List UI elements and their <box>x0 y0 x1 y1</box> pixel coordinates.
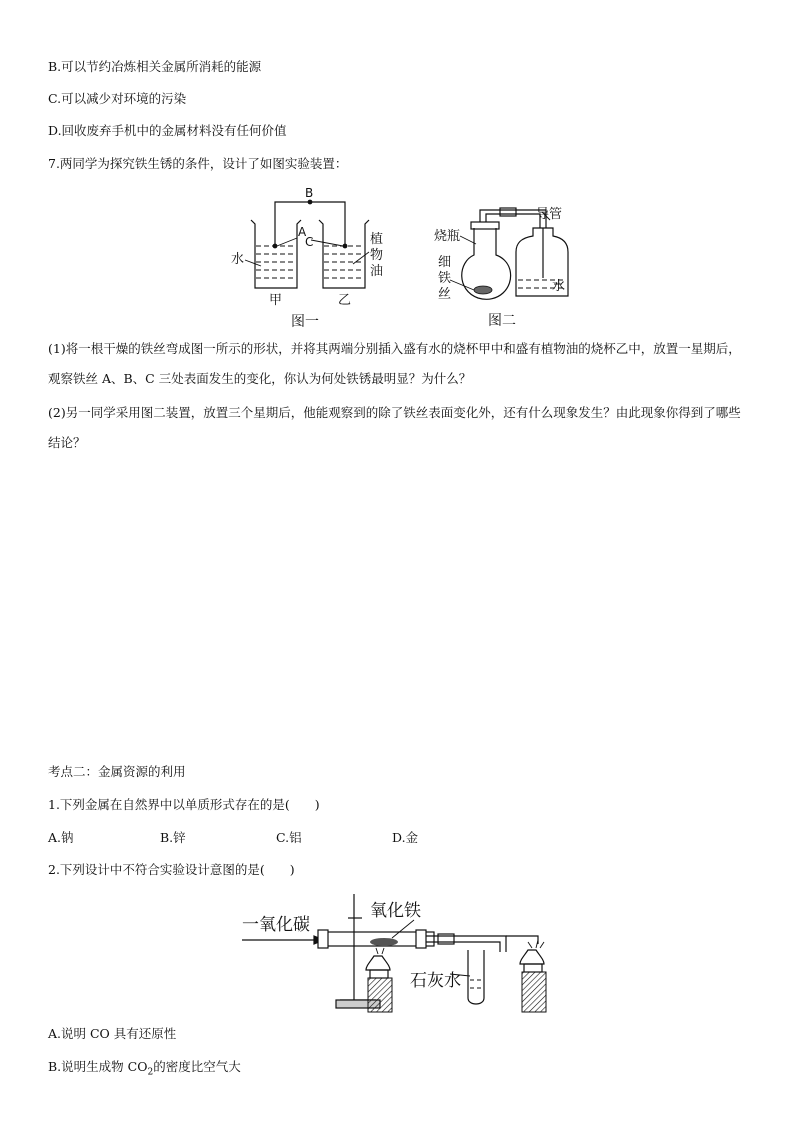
option-d: D.回收废弃手机中的金属材料没有任何价值 <box>48 123 287 138</box>
label-oil-1: 植 <box>370 232 384 247</box>
label-a: A <box>298 225 307 239</box>
option-b: B.可以节约冶炼相关金属所消耗的能源 <box>48 59 262 74</box>
figure-1-beakers <box>225 180 405 330</box>
q2-option-a: A.说明 CO 具有还原性 <box>48 1026 177 1041</box>
label-limewater: 石灰水 <box>410 971 461 991</box>
figure-1-caption: 图一 <box>291 314 319 330</box>
label-wire-3: 丝 <box>438 287 452 302</box>
section-title: 考点二：金属资源的利用 <box>48 764 186 779</box>
q2-option-b-sub: 2 <box>147 1067 154 1078</box>
q2-option-b-pre: B.说明生成物 CO <box>48 1059 148 1074</box>
q1-option-a: A.钠 <box>48 830 74 845</box>
figure-2-caption: 图二 <box>488 313 516 329</box>
label-oil-2: 物 <box>370 248 384 263</box>
label-oil-3: 油 <box>370 264 384 279</box>
label-wire-2: 铁 <box>438 271 452 286</box>
question-2-stem: 2.下列设计中不符合实验设计意图的是( ) <box>48 862 295 877</box>
label-water-2: 水 <box>552 279 566 294</box>
figure-2-flask <box>428 200 578 330</box>
label-tube: 导管 <box>536 207 563 222</box>
q2-option-b-post: 的密度比空气大 <box>153 1059 241 1074</box>
question-7-stem: 7.两同学为探究铁生锈的条件，设计了如图实验装置： <box>48 156 348 171</box>
q1-option-d: D.金 <box>392 830 419 845</box>
question-1-stem: 1.下列金属在自然界中以单质形式存在的是( ) <box>48 797 320 812</box>
option-c: C.可以减少对环境的污染 <box>48 91 187 106</box>
label-c: C <box>305 235 314 249</box>
label-b: B <box>305 186 314 200</box>
label-wire-1: 细 <box>438 255 452 270</box>
label-yi: 乙 <box>338 293 352 308</box>
label-jia: 甲 <box>269 293 283 308</box>
iron-wire-coil <box>474 286 492 294</box>
figure-co-reduction <box>238 884 568 1016</box>
label-flask: 烧瓶 <box>434 229 461 244</box>
q2-option-b <box>48 1058 241 1082</box>
question-7-part-1: (1)将一根干燥的铁丝弯成图一所示的形状，并将其两端分别插入盛有水的烧杯甲中和盛有植物油的烧杯乙中，放置一星期后，观察铁丝 A、B、C 三处表面发生的变化，你认为何处铁锈最明显？为什么？ <box>48 341 741 386</box>
q1-option-c: C.铝 <box>276 830 302 845</box>
label-water: 水 <box>231 252 245 267</box>
question-7-part-2: (2)另一同学采用图二装置，放置三个星期后，他能观察到的除了铁丝表面变化外，还有什么现象发生？由此现象你得到了哪些结论？ <box>48 405 741 450</box>
label-iron-oxide: 氧化铁 <box>370 901 421 921</box>
label-carbon-monoxide: 一氧化碳 <box>242 915 310 935</box>
q1-option-b: B.锌 <box>160 830 186 845</box>
iron-oxide-powder <box>370 938 398 946</box>
limewater-tube <box>468 950 484 1004</box>
